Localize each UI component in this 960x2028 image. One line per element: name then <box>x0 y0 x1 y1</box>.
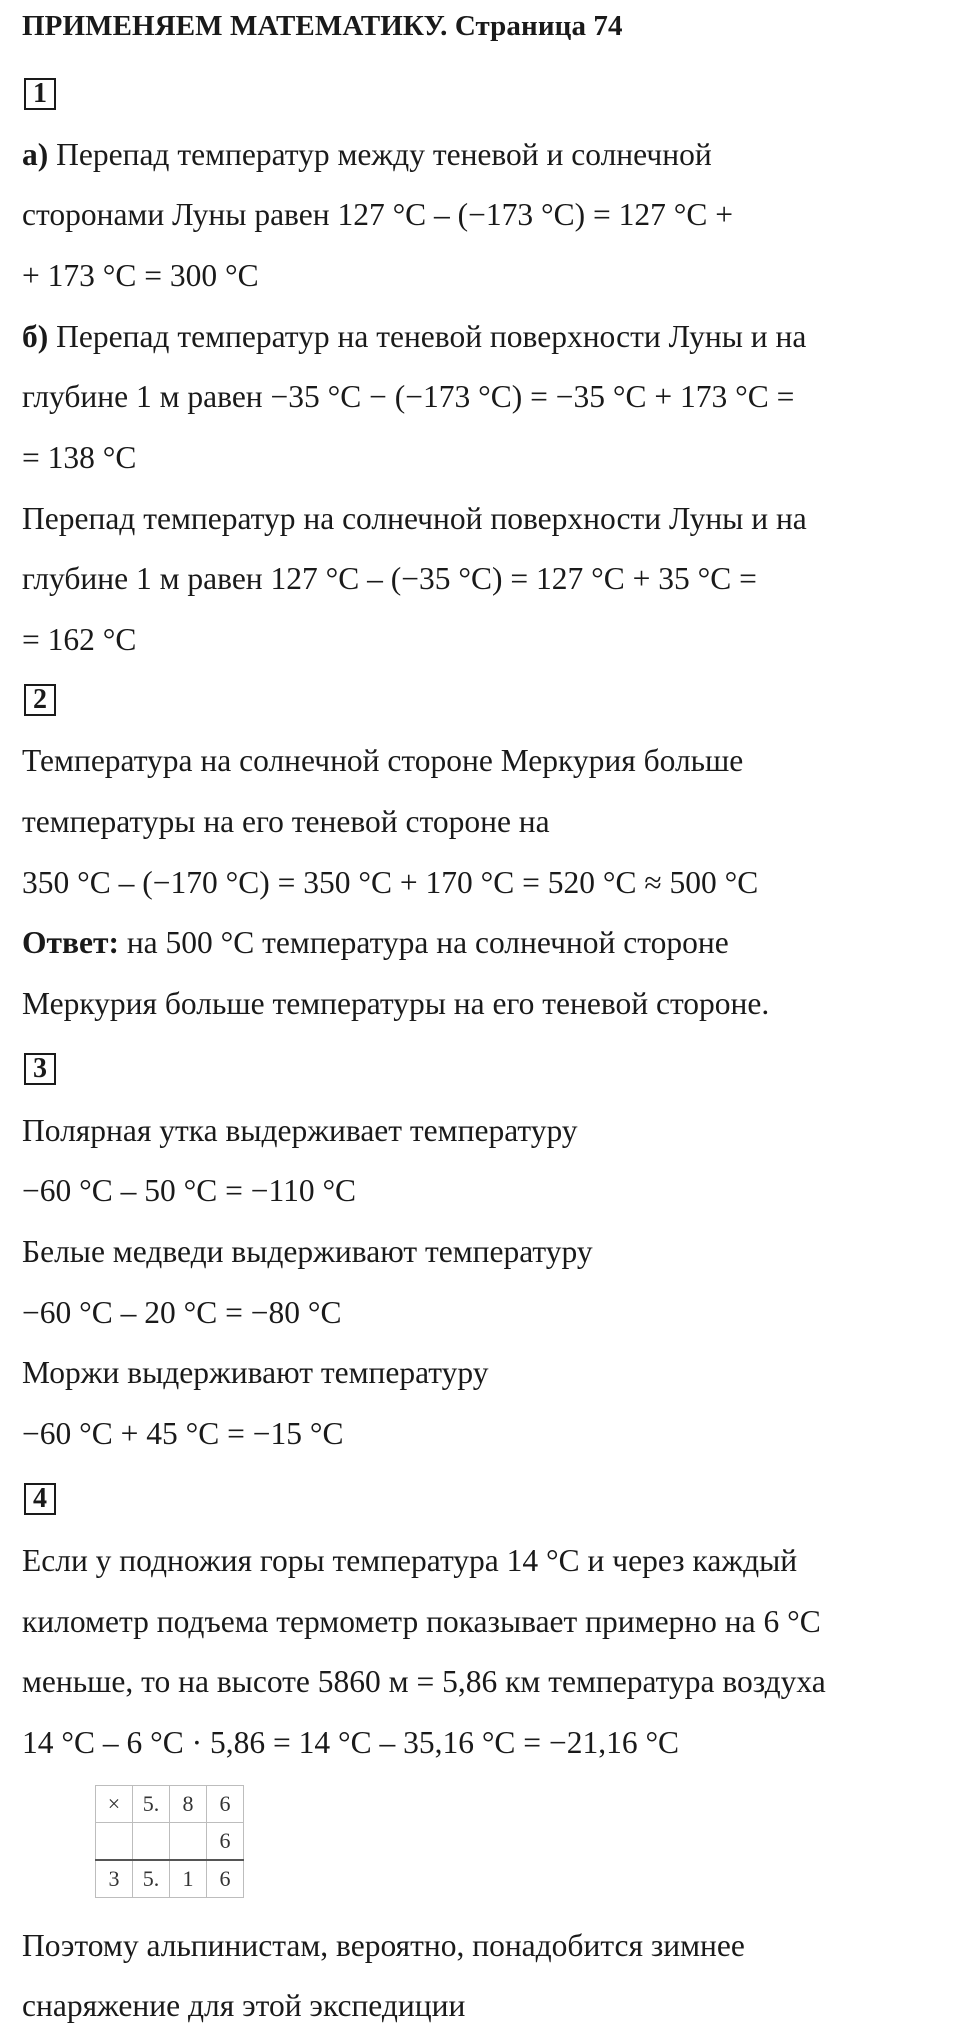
task2-line3: 350 °C – (−170 °C) = 350 °C + 170 °C = 520 °C ≈ 500 °C <box>22 865 759 900</box>
calc-cell: 6 <box>207 1823 244 1861</box>
calc-row-1 <box>96 1786 244 1823</box>
calc-row-2 <box>96 1823 244 1861</box>
calc-cell: 8 <box>170 1786 207 1823</box>
task3-line5: Моржи выдерживают температуру <box>22 1355 489 1390</box>
task3-line3: Белые медведи выдерживают температуру <box>22 1234 593 1269</box>
multiplication-table <box>95 1785 244 1898</box>
calc-cell: 5. <box>133 1860 170 1898</box>
task4-conclusion-line2: снаряжение для этой экспедиции <box>22 1988 466 2023</box>
task1-b-label: б) <box>22 319 49 354</box>
task2-line1: Температура на солнечной стороне Меркурия больше <box>22 743 744 778</box>
task1-a-text1: Перепад температур между теневой и солнечной <box>48 137 712 172</box>
task3-line2: −60 °C – 50 °C = −110 °C <box>22 1173 357 1208</box>
task1-a-line2: сторонами Луны равен 127 °C – (−173 °C) = 127 °C + <box>22 197 734 232</box>
task4-line2: километр подъема термометр показывает примерно на 6 °C <box>22 1604 821 1639</box>
calc-cell: × <box>96 1786 133 1823</box>
task2-answer-line2: Меркурия больше температуры на его теневой стороне. <box>22 986 770 1021</box>
task-number-1: 1 <box>24 78 56 110</box>
calc-cell: 1 <box>170 1860 207 1898</box>
task1-c-line3: = 162 °C <box>22 622 137 657</box>
task3-line6: −60 °C + 45 °C = −15 °C <box>22 1416 344 1451</box>
task-number-4: 4 <box>24 1483 56 1515</box>
task2-answer-label: Ответ: <box>22 925 119 960</box>
task1-c-line1: Перепад температур на солнечной поверхности Луны и на <box>22 501 807 536</box>
task-number-3: 3 <box>24 1053 56 1085</box>
task1-b-line3: = 138 °C <box>22 440 137 475</box>
task1-c-line2: глубине 1 м равен 127 °C – (−35 °C) = 127 °C + 35 °C = <box>22 561 757 596</box>
calc-cell: 6 <box>207 1786 244 1823</box>
task4-conclusion-line1: Поэтому альпинистам, вероятно, понадобится зимнее <box>22 1928 745 1963</box>
calc-cell: 6 <box>207 1860 244 1898</box>
task1-b-line2: глубине 1 м равен −35 °C − (−173 °C) = −35 °C + 173 °C = <box>22 379 795 414</box>
calc-cell: 3 <box>96 1860 133 1898</box>
task2-answer-line1 <box>22 924 729 962</box>
task-number-2: 2 <box>24 684 56 716</box>
calc-cell <box>133 1823 170 1861</box>
task2-answer-text1: на 500 °C температура на солнечной стороне <box>118 925 729 960</box>
task1-b-text1: Перепад температур на теневой поверхности Луны и на <box>48 319 807 354</box>
task4-line3: меньше, то на высоте 5860 м = 5,86 км температура воздуха <box>22 1664 826 1699</box>
task3-line4: −60 °C – 20 °C = −80 °C <box>22 1295 342 1330</box>
task3-line1: Полярная утка выдерживает температуру <box>22 1113 578 1148</box>
calc-cell: 5. <box>133 1786 170 1823</box>
task1-a-label: а) <box>22 137 49 172</box>
task4-line1: Если у подножия горы температура 14 °C и через каждый <box>22 1543 798 1578</box>
calc-row-result <box>96 1860 244 1898</box>
task1-a-line1 <box>22 136 712 174</box>
calc-cell <box>170 1823 207 1861</box>
calc-cell <box>96 1823 133 1861</box>
task2-line2: температуры на его теневой стороне на <box>22 804 550 839</box>
task1-a-line3: + 173 °C = 300 °C <box>22 258 259 293</box>
task1-b-line1 <box>22 318 806 356</box>
task4-line4: 14 °C – 6 °C · 5,86 = 14 °C – 35,16 °C = −21,16 °C <box>22 1725 680 1760</box>
page-title: ПРИМЕНЯЕМ МАТЕМАТИКУ. Страница 74 <box>22 10 623 42</box>
